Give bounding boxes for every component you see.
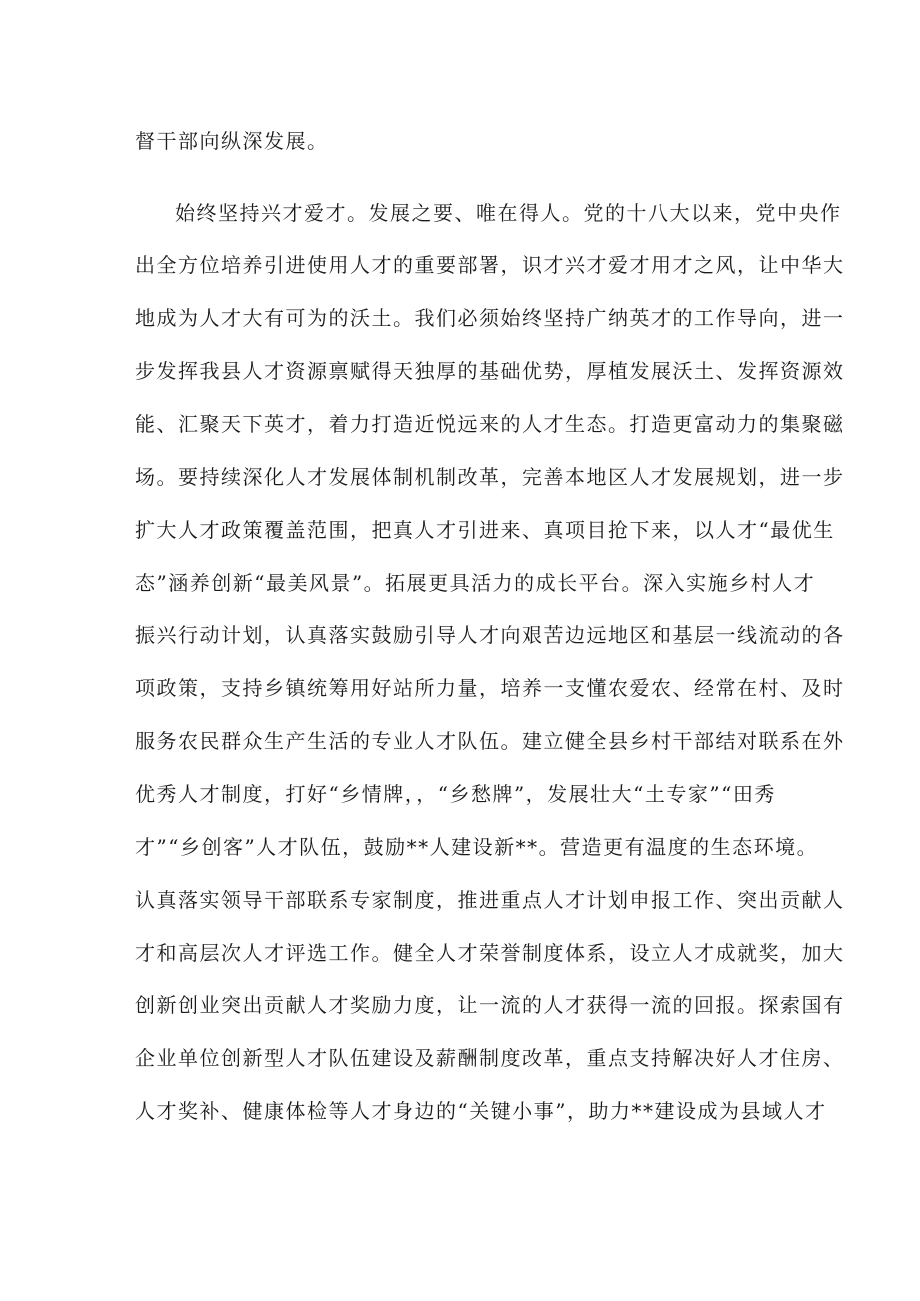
text-line-6: 能、汇聚天下英才，着力打造近悦远来的人才生态。打造更富动力的集聚磁	[135, 412, 845, 436]
text-line-8: 扩大人才政策覆盖范围，把真人才引进来、真项目抢下来，以人才“最优生	[135, 518, 835, 542]
text-line-18: 企业单位创新型人才队伍建设及薪酬制度改革，重点支持解决好人才住房、	[135, 1046, 845, 1070]
text-line-7: 场。要持续深化人才发展体制机制改革，完善本地区人才发展规划，进一步	[135, 465, 845, 489]
text-line-17: 创新创业突出贡献人才奖励力度，让一流的人才获得一流的回报。探索国有	[135, 993, 845, 1017]
text-line-3: 出全方位培养引进使用人才的重要部署，识才兴才爱才用才之风，让中华大	[135, 253, 845, 277]
text-line-5: 步发挥我县人才资源禀赋得天独厚的基础优势，厚植发展沃土、发挥资源效	[135, 359, 845, 383]
text-line-1: 督干部向纵深发展。	[135, 129, 329, 153]
text-line-12: 服务农民群众生产生活的专业人才队伍。建立健全县乡村干部结对联系在外	[135, 729, 845, 753]
text-line-16: 才和高层次人才评选工作。健全人才荣誉制度体系，设立人才成就奖，加大	[135, 941, 845, 965]
text-line-11: 项政策，支持乡镇统筹用好站所力量，培养一支懂农爱农、经常在村、及时	[135, 676, 845, 700]
text-line-10: 振兴行动计划，认真落实鼓励引导人才向艰苦边远地区和基层一线流动的各	[135, 623, 845, 647]
text-line-14: 才”“乡创客”人才队伍，鼓励**人建设新**。营造更有温度的生态环境。	[135, 835, 819, 859]
text-line-9: 态”涵养创新“最美风景”。拓展更具活力的成长平台。深入实施乡村人才	[135, 571, 816, 595]
text-line-13: 优秀人才制度，打好“乡情牌，，“乡愁牌”，发展壮大“土专家”“田秀	[135, 782, 776, 806]
text-line-15: 认真落实领导干部联系专家制度，推进重点人才计划申报工作、突出贡献人	[135, 888, 845, 912]
text-line-2: 始终坚持兴才爱才。发展之要、唯在得人。党的十八大以来，党中央作	[175, 201, 842, 225]
text-line-4: 地成为人才大有可为的沃土。我们必须始终坚持广纳英才的工作导向，进一	[135, 306, 845, 330]
text-line-19: 人才奖补、健康体检等人才身边的“关键小事”，助力**建设成为县域人才	[135, 1099, 827, 1123]
